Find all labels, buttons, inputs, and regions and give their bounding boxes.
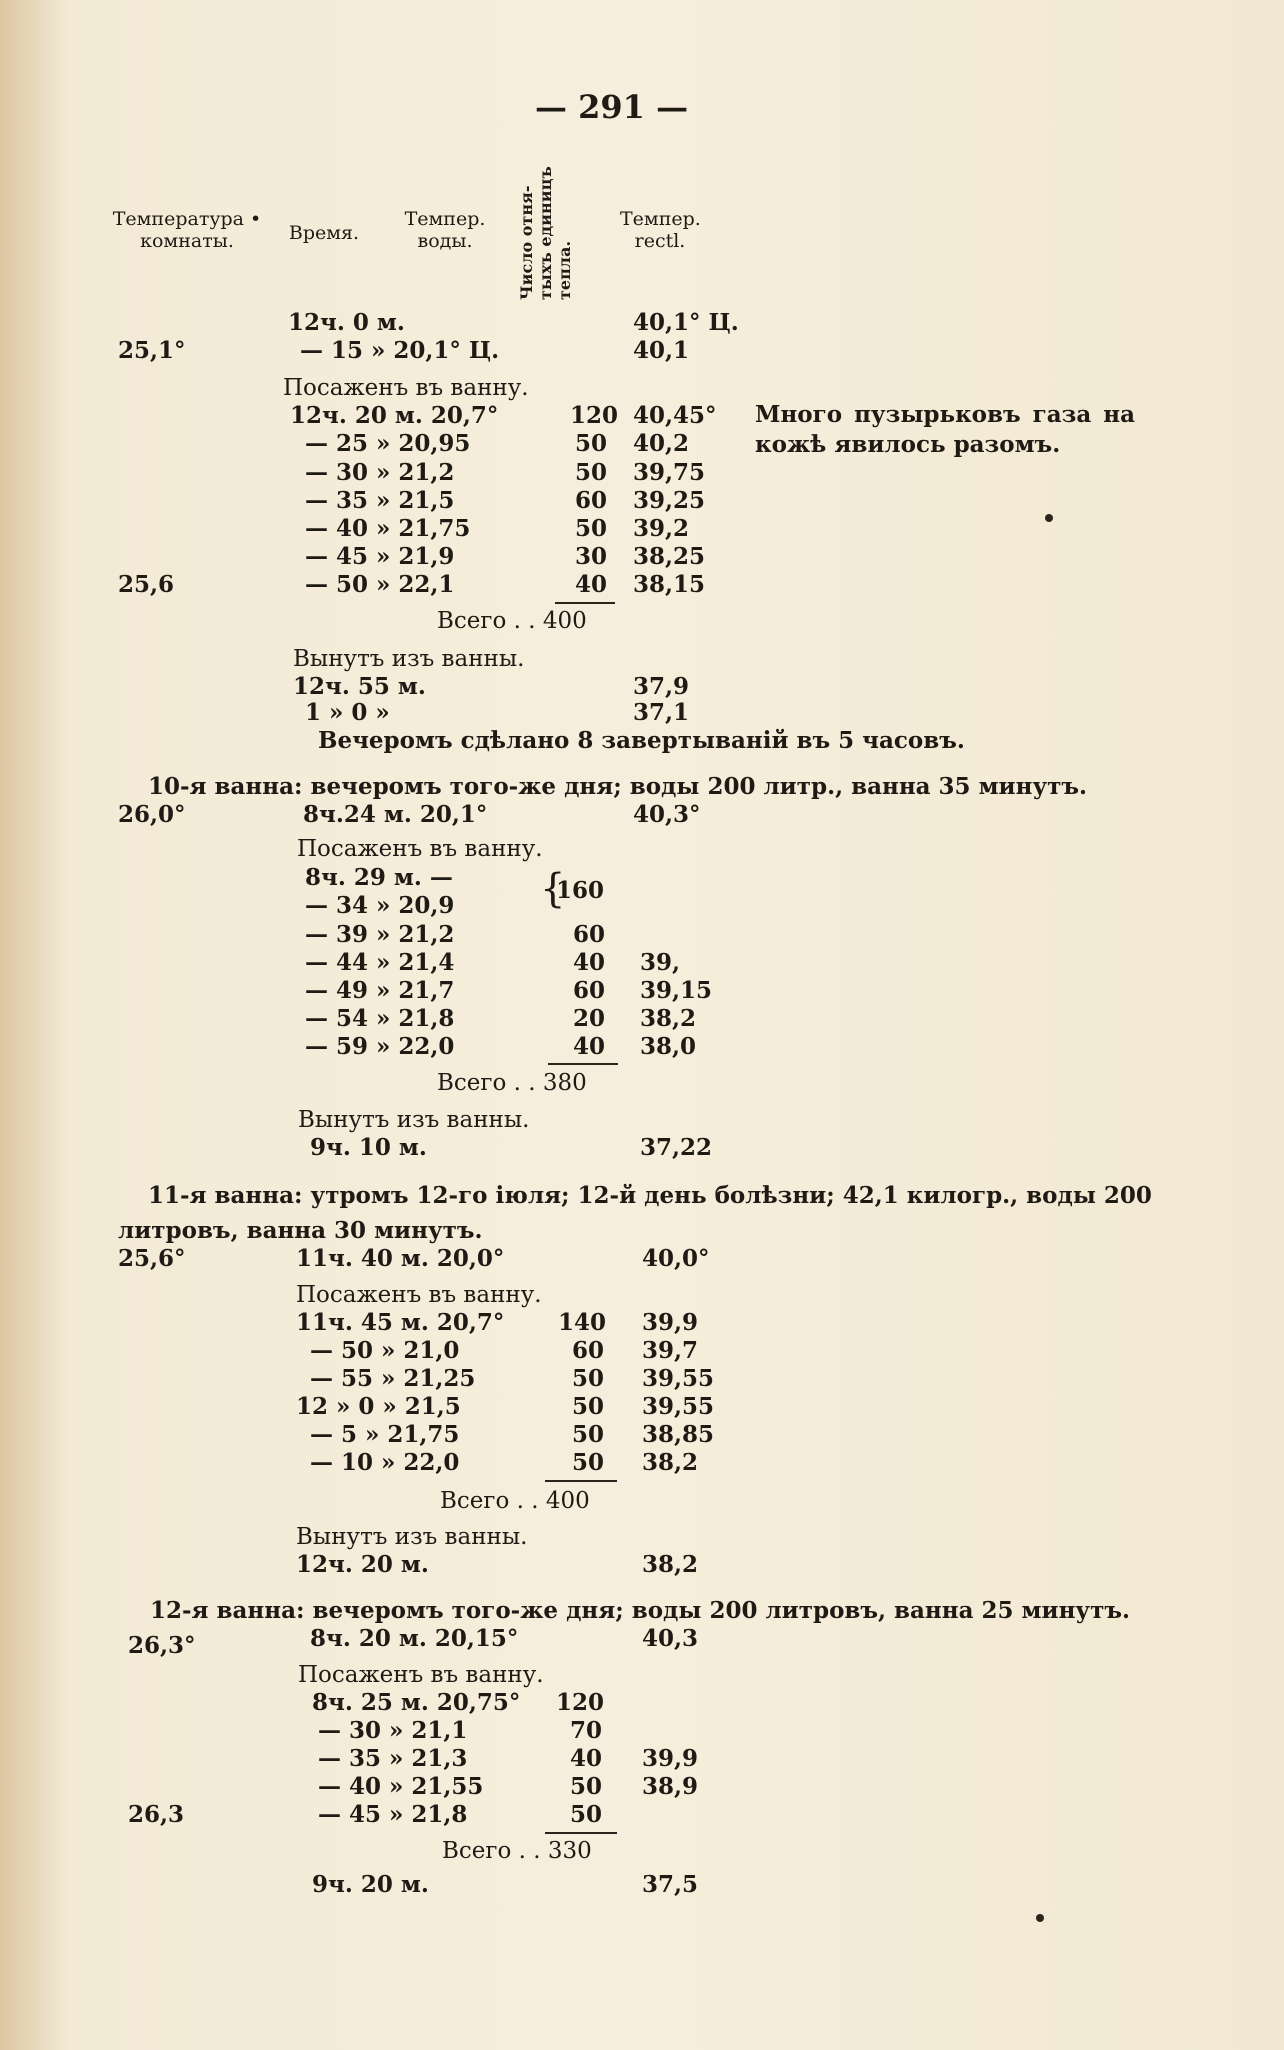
b10-row-time: 8ч.24 м. 20,1° (303, 801, 488, 828)
b11-row-rectal: 40,0° (642, 1245, 710, 1272)
b12-title: 12-я ванна: вечеромъ того-же дня; воды 200 литровъ, ванна 25 минутъ. (150, 1597, 1131, 1624)
b12-row-rectal: 40,3 (642, 1625, 699, 1652)
b12-row-rectal: 37,5 (642, 1871, 699, 1898)
b10-row-units: 60 (573, 921, 606, 948)
b9-evening-note: Вечеромъ сдѣлано 8 завертываній въ 5 часовъ. (318, 727, 965, 754)
page-number: — 291 — (535, 88, 689, 126)
b12-row-units: 50 (570, 1801, 603, 1828)
b9-row-rectal: 37,1 (633, 699, 690, 726)
b10-row-time: — 49 » 21,7 (305, 977, 455, 1004)
b9-row-rectal: 38,25 (633, 543, 706, 570)
b9-row-room: 25,6 (118, 571, 175, 598)
b10-row-time: 8ч. 29 м. — (305, 864, 453, 891)
b12-row-units: 120 (556, 1689, 605, 1716)
b10-row-rectal: 40,3° (633, 801, 701, 828)
b11-row-units: 140 (558, 1309, 607, 1336)
b9-row-units: 30 (575, 543, 608, 570)
b11-row-time: 12ч. 20 м. (296, 1551, 429, 1578)
b9-row-rectal: 39,2 (633, 515, 690, 542)
b11-row-time: 11ч. 45 м. 20,7° (296, 1309, 505, 1336)
b11-row-room: 25,6° (118, 1245, 186, 1272)
b10-row-rectal: 39,15 (640, 977, 713, 1004)
b10-row-time: 9ч. 10 м. (310, 1134, 427, 1161)
b12-row-time: — 35 » 21,3 (318, 1745, 468, 1772)
b10-row-room: 26,0° (118, 801, 186, 828)
b9-row-rectal: 39,25 (633, 487, 706, 514)
b9-row-rectal: 40,1° Ц. (633, 309, 739, 336)
b10-row-rectal: 39, (640, 949, 681, 976)
header-water-temperature: Темпер. воды. (404, 208, 486, 252)
b11-row-rectal: 39,7 (642, 1337, 699, 1364)
b11-total: Всего . . 400 (440, 1488, 590, 1514)
b11-row-time: 11ч. 40 м. 20,0° (296, 1245, 505, 1272)
b10-removed-label: Вынутъ изъ ванны. (298, 1107, 530, 1133)
b11-title-line1: 11-я ванна: утромъ 12-го іюля; 12-й день болѣзни; 42,1 килогр., воды 200 (148, 1182, 1152, 1209)
b11-row-units: 50 (572, 1421, 605, 1448)
b10-row-time: — 54 » 21,8 (305, 1005, 455, 1032)
b12-row-rectal: 38,9 (642, 1773, 699, 1800)
b9-row-time: 12ч. 20 м. 20,7° (290, 402, 499, 429)
b9-row-time: — 25 » 20,95 (305, 430, 471, 457)
b9-row-time: 12ч. 0 м. (288, 309, 405, 336)
b9-row-rectal: 38,15 (633, 571, 706, 598)
b9-row-time: — 30 » 21,2 (305, 459, 455, 486)
b11-row-time: — 5 » 21,75 (310, 1421, 460, 1448)
b12-row-units: 50 (570, 1773, 603, 1800)
b9-seated-label: Посаженъ въ ванну. (283, 375, 529, 401)
b12-row-time: 8ч. 20 м. 20,15° (310, 1625, 519, 1652)
b10-seated-label: Посаженъ въ ванну. (297, 836, 543, 862)
b12-row-units: 70 (570, 1717, 603, 1744)
b12-row-time: 8ч. 25 м. 20,75° (312, 1689, 521, 1716)
b11-removed-label: Вынутъ изъ ванны. (296, 1524, 528, 1550)
b9-row-rectal: 37,9 (633, 673, 690, 700)
b12-row-units: 40 (570, 1745, 603, 1772)
sum-rule (545, 1480, 617, 1482)
b12-row-time: — 40 » 21,55 (318, 1773, 484, 1800)
ink-spot (1045, 514, 1053, 522)
b9-row-units: 50 (575, 459, 608, 486)
b9-total: Всего . . 400 (437, 608, 587, 634)
b9-row-units: 50 (575, 430, 608, 457)
b12-row-room: 26,3° (128, 1632, 196, 1659)
b10-row-units: 60 (573, 977, 606, 1004)
b9-row-units: 50 (575, 515, 608, 542)
b11-row-time: — 10 » 22,0 (310, 1449, 460, 1476)
b12-total: Всего . . 330 (442, 1838, 592, 1864)
b9-row-room: 25,1° (118, 337, 186, 364)
b9-row-time: 12ч. 55 м. (293, 673, 426, 700)
b11-title-line2: литровъ, ванна 30 минутъ. (118, 1217, 483, 1244)
b10-row-units: 160 (556, 877, 605, 904)
b11-row-time: — 55 » 21,25 (310, 1365, 476, 1392)
b9-row-time: — 50 » 22,1 (305, 571, 455, 598)
b10-row-units: 20 (573, 1005, 606, 1032)
b11-row-units: 50 (572, 1365, 605, 1392)
b10-row-rectal: 38,0 (640, 1033, 697, 1060)
b11-row-rectal: 38,2 (642, 1551, 699, 1578)
b9-row-units: 40 (575, 571, 608, 598)
b12-row-time: — 30 » 21,1 (318, 1717, 468, 1744)
brace: { (540, 866, 566, 912)
header-heat-units: Число отня-тыхъ единицъ тепла. (517, 166, 574, 300)
b9-removed-label: Вынутъ изъ ванны. (293, 646, 525, 672)
b11-row-units: 50 (572, 1393, 605, 1420)
b11-row-units: 60 (572, 1337, 605, 1364)
b9-row-rectal: 40,1 (633, 337, 690, 364)
b9-row-units: 60 (575, 487, 608, 514)
b10-row-time: — 34 » 20,9 (305, 892, 455, 919)
b9-row-rectal: 39,75 (633, 459, 706, 486)
sum-rule (555, 602, 615, 604)
b9-observation-note: Много пузырьковъ газа на кожѣ явилось разомъ. (755, 401, 1135, 458)
b11-row-rectal: 39,55 (642, 1365, 715, 1392)
b11-row-rectal: 39,55 (642, 1393, 715, 1420)
b10-row-units: 40 (573, 949, 606, 976)
b11-row-time: 12 » 0 » 21,5 (296, 1393, 461, 1420)
b10-row-rectal: 38,2 (640, 1005, 697, 1032)
b10-title: 10-я ванна: вечеромъ того-же дня; воды 200 литр., ванна 35 минутъ. (148, 773, 1088, 800)
sum-rule (548, 1063, 618, 1065)
b10-row-rectal: 37,22 (640, 1134, 713, 1161)
b12-row-time: — 45 » 21,8 (318, 1801, 468, 1828)
b9-row-rectal: 40,2 (633, 430, 690, 457)
b9-row-time: — 35 » 21,5 (305, 487, 455, 514)
b9-row-rectal: 40,45° (633, 402, 717, 429)
header-room-temperature: Температура • комнаты. (112, 208, 262, 252)
b12-row-time: 9ч. 20 м. (312, 1871, 429, 1898)
b10-total: Всего . . 380 (437, 1070, 587, 1096)
b11-seated-label: Посаженъ въ ванну. (296, 1282, 542, 1308)
b9-row-units: 120 (570, 402, 619, 429)
b9-row-time: — 45 » 21,9 (305, 543, 455, 570)
b12-row-rectal: 39,9 (642, 1745, 699, 1772)
b11-row-units: 50 (572, 1449, 605, 1476)
b11-row-rectal: 38,85 (642, 1421, 715, 1448)
b12-seated-label: Посаженъ въ ванну. (298, 1662, 544, 1688)
header-rectal-temperature: Темпер. rectl. (620, 208, 701, 252)
sum-rule (545, 1832, 617, 1834)
b10-row-time: — 59 » 22,0 (305, 1033, 455, 1060)
b11-row-time: — 50 » 21,0 (310, 1337, 460, 1364)
header-time: Время. (288, 222, 360, 244)
ink-spot (1036, 1914, 1044, 1922)
b10-row-time: — 39 » 21,2 (305, 921, 455, 948)
b9-row-time: — 40 » 21,75 (305, 515, 471, 542)
b9-row-time: — 15 » 20,1° Ц. (300, 337, 500, 364)
b11-row-rectal: 38,2 (642, 1449, 699, 1476)
b11-row-rectal: 39,9 (642, 1309, 699, 1336)
b12-row-room: 26,3 (128, 1801, 185, 1828)
b10-row-units: 40 (573, 1033, 606, 1060)
b9-row-time: 1 » 0 » (305, 699, 390, 726)
b10-row-time: — 44 » 21,4 (305, 949, 455, 976)
